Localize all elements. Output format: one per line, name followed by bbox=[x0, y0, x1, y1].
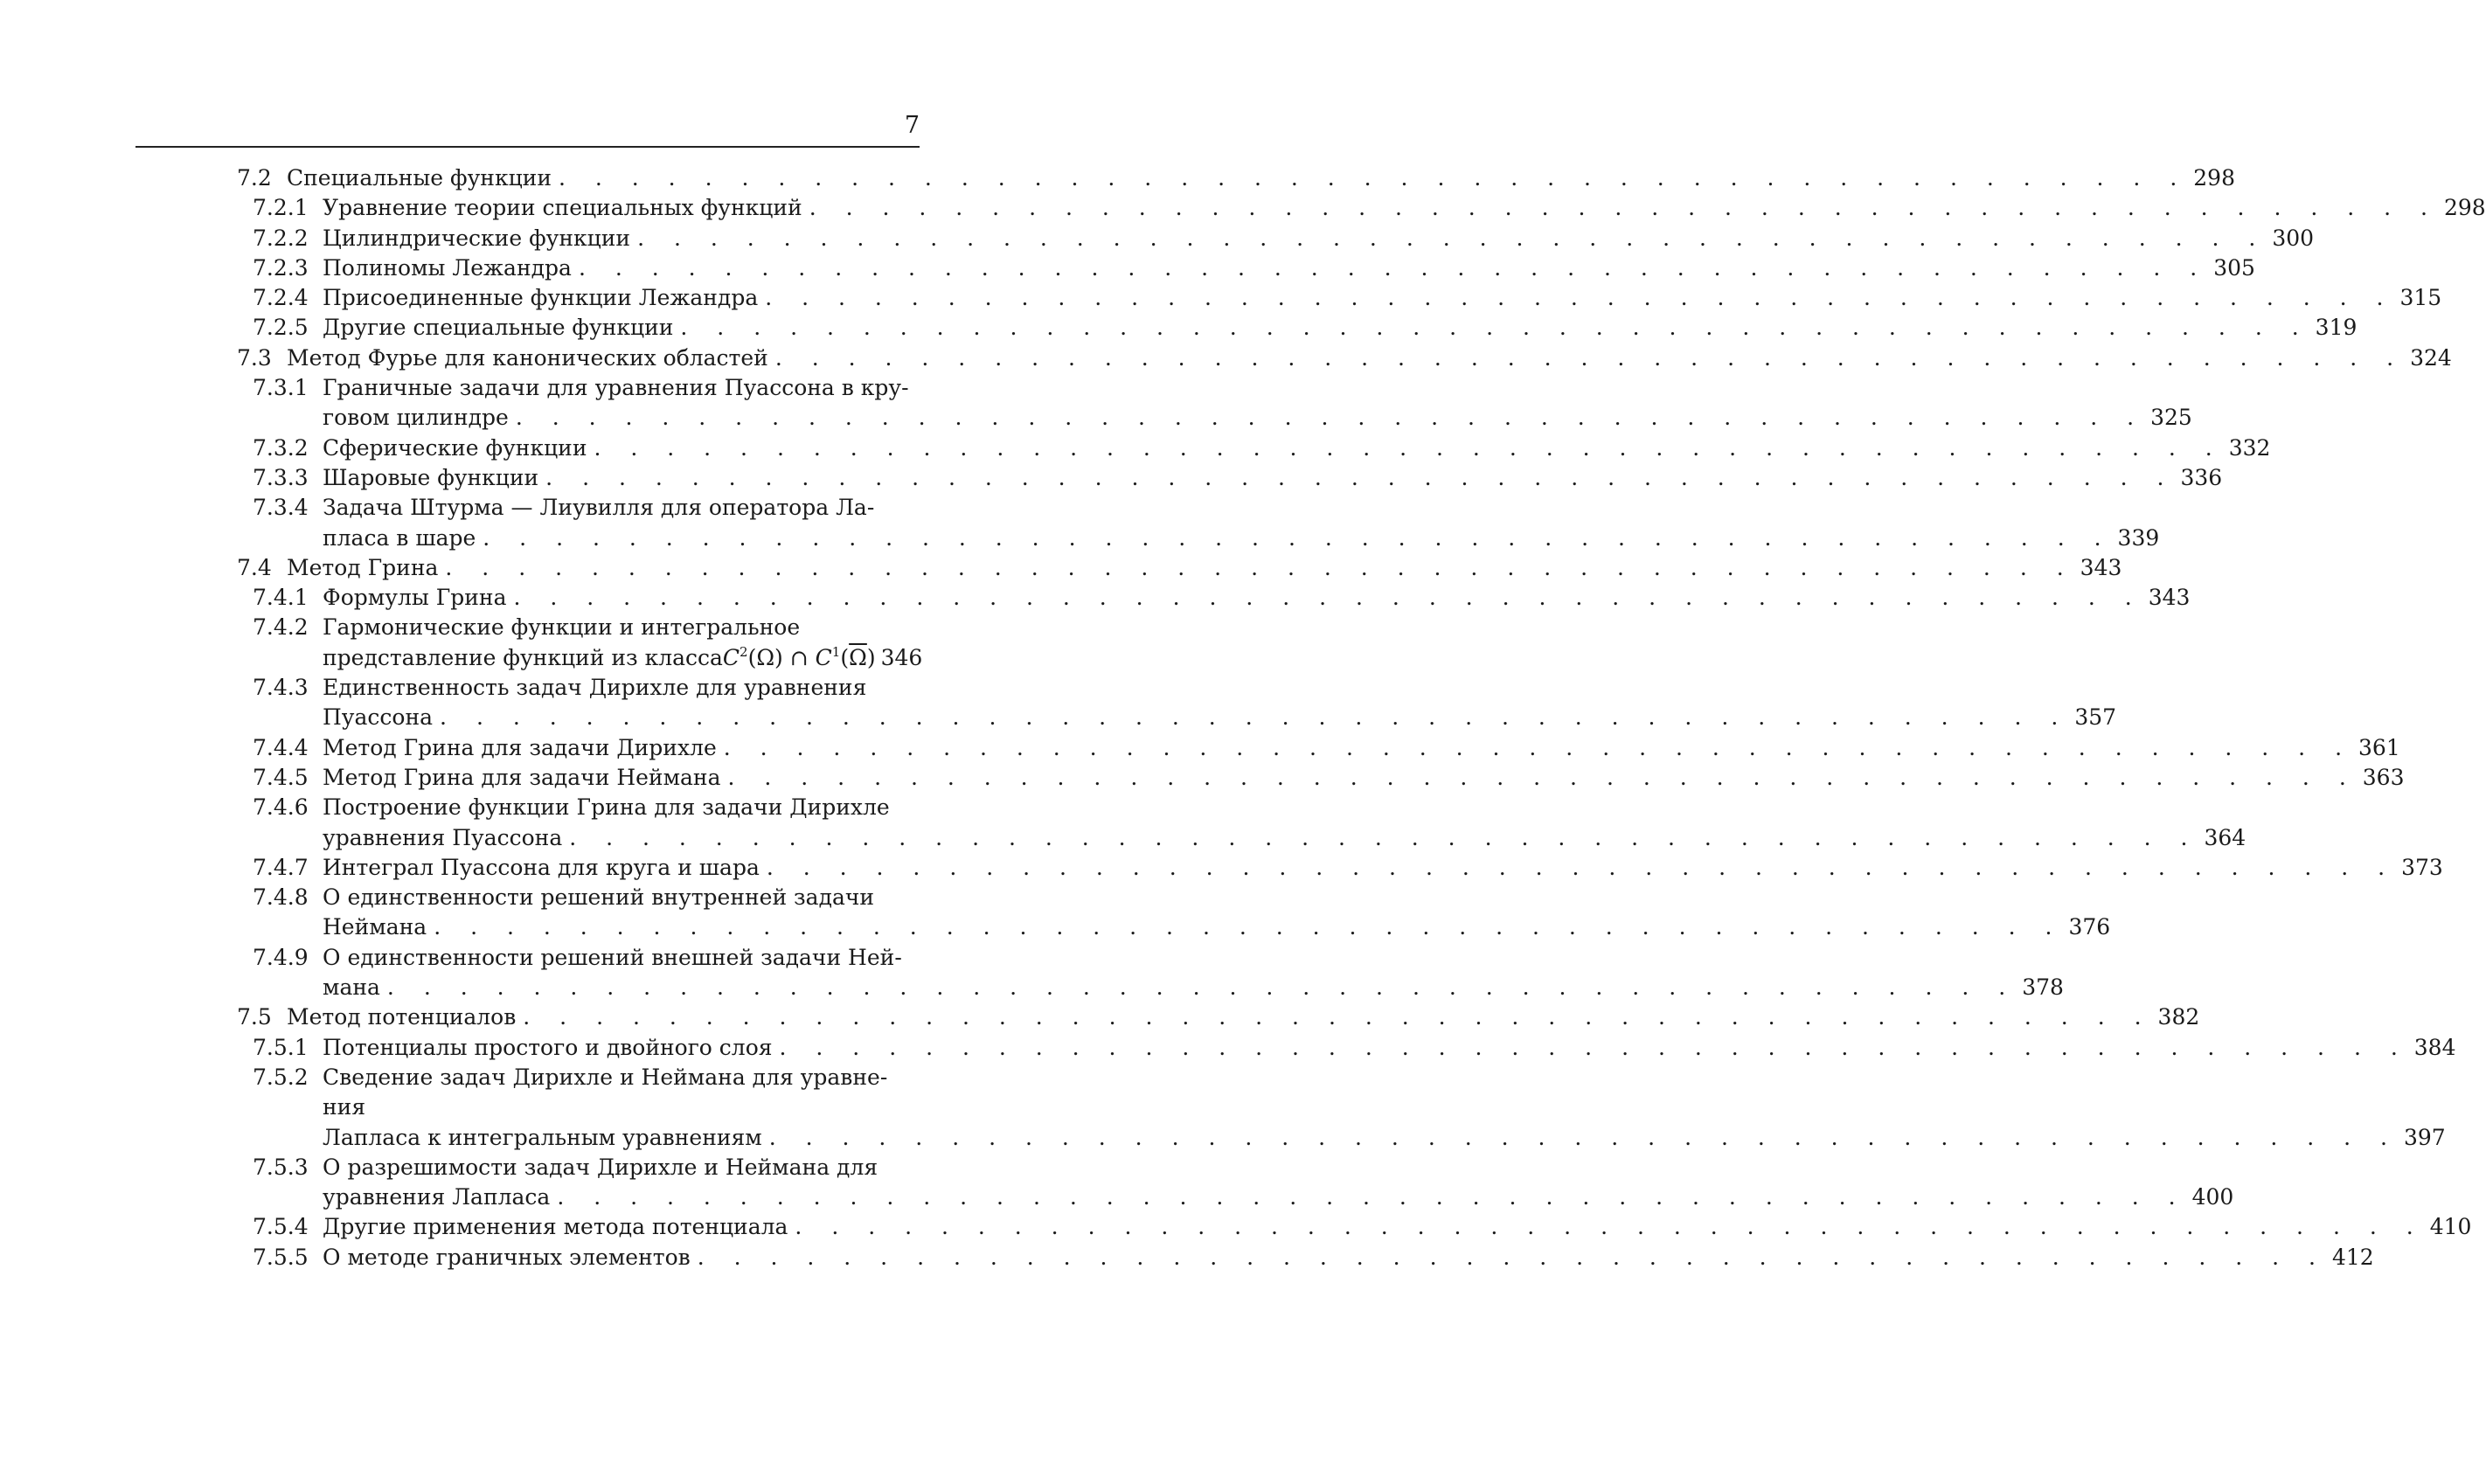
toc-title bbox=[323, 853, 2443, 883]
table-of-contents bbox=[135, 163, 2486, 1272]
toc-page-number: 376 bbox=[2068, 914, 2111, 940]
toc-number: 7.4.2 bbox=[253, 614, 309, 641]
dot-leader: . . . . . . . . . . . . . . . . . . . . . . . . . . . . . . . . . . . . . . . . . . . . . bbox=[766, 854, 2397, 880]
toc-subsection[interactable] bbox=[135, 613, 923, 673]
toc-subsection[interactable] bbox=[135, 283, 2442, 313]
toc-subsection[interactable] bbox=[135, 224, 2315, 253]
toc-title bbox=[323, 1033, 2456, 1063]
dot-leader: . . . . . . . . . . . . . . . . . . . . . . . . . . . . . . . . . . . . . . . . . . . . . bbox=[523, 1004, 2153, 1030]
toc-page-number: 300 bbox=[2272, 225, 2315, 251]
toc-page-number: 400 bbox=[2191, 1184, 2234, 1210]
toc-title bbox=[323, 1063, 2446, 1153]
toc-title-line: Граничные задачи для уравнения Пуассона в кру- bbox=[323, 375, 909, 401]
toc-title-line: Единственность задач Дирихле для уравнения bbox=[323, 675, 867, 701]
toc-subsection[interactable] bbox=[135, 583, 2191, 613]
toc-title-line: Интеграл Пуассона для круга и шара bbox=[323, 854, 760, 880]
toc-title-line: Шаровые функции bbox=[323, 464, 539, 490]
formula-intersection: ∩ bbox=[782, 644, 816, 670]
dot-leader: . . . . . . . . . . . . . . . . . . . . . . . . . . . . . . . . . . . . . . . . . . . . . bbox=[386, 974, 2017, 1001]
toc-title bbox=[323, 883, 2111, 943]
formula-paren: ( bbox=[840, 644, 850, 670]
toc-subsection[interactable] bbox=[135, 493, 2160, 553]
toc-subsection[interactable] bbox=[135, 1063, 2446, 1153]
toc-page-number: 325 bbox=[2150, 405, 2192, 431]
toc-subsection[interactable] bbox=[135, 673, 2117, 733]
toc-number: 7.4.6 bbox=[253, 794, 309, 821]
toc-section[interactable] bbox=[135, 163, 2235, 193]
toc-title-line: Пуассона bbox=[323, 704, 434, 731]
formula-symbol: C bbox=[815, 644, 832, 670]
toc-number: 7.5.5 bbox=[253, 1244, 309, 1270]
toc-number: 7.3.3 bbox=[253, 464, 309, 490]
toc-section[interactable] bbox=[135, 343, 2452, 373]
toc-title-line: Полиномы Лежандра bbox=[323, 254, 572, 281]
dot-leader: . . . . . . . . . . . . . . . . . . . . . . . . . . . . . . . . . . . . . . . . . . . . . bbox=[515, 405, 2146, 431]
dot-leader: . . . . . . . . . . . . . . . . . . . . . . . . . . . . . . . . . . . . . . . . . . . . . bbox=[440, 704, 2070, 731]
toc-number: 7.3.2 bbox=[253, 434, 309, 461]
toc-number: 7.5 bbox=[237, 1004, 272, 1030]
toc-title-line: Цилиндрические функции bbox=[323, 225, 631, 251]
toc-title bbox=[287, 163, 2235, 193]
toc-number: 7.2.1 bbox=[253, 195, 309, 221]
toc-number: 7.2 bbox=[237, 165, 272, 191]
toc-number: 7.4.4 bbox=[253, 734, 309, 760]
toc-title-line: О методе граничных элементов bbox=[323, 1244, 691, 1270]
toc-title-line: мана bbox=[323, 974, 380, 1001]
dot-leader: . . . . . . . . . . . . . . . . . . . . . . . . . . . . . . . . . . . . . . . . . . . . . bbox=[637, 225, 2267, 251]
toc-number: 7.3.1 bbox=[253, 375, 309, 401]
toc-number: 7.2.3 bbox=[253, 254, 309, 281]
dot-leader: . . . . . . . . . . . . . . . . . . . . . . . . . . . . . . . . . . . . . . . . . . . . . bbox=[578, 254, 2209, 281]
dot-leader: . . . . . . . . . . . . . . . . . . . . . . . . . . . . . . . . . . . . . . . . . . . . . bbox=[445, 554, 2075, 580]
dot-leader: . . . . . . . . . . . . . . . . . . . . . . . . . . . . . . . . . . . . . . . . . . . . . bbox=[569, 824, 2199, 850]
toc-title-line: Лапласа к интегральным уравнениям bbox=[323, 1124, 762, 1150]
toc-title-line: Присоединенные функции Лежандра bbox=[323, 285, 759, 311]
toc-page-number: 298 bbox=[2193, 165, 2235, 191]
toc-title bbox=[323, 943, 2064, 1003]
dot-leader: . . . . . . . . . . . . . . . . . . . . . . . . . . . . . . . . . . . . . . . . . . . . . bbox=[559, 165, 2189, 191]
toc-title bbox=[287, 343, 2452, 373]
toc-page-number: 343 bbox=[2080, 554, 2122, 580]
toc-subsection[interactable] bbox=[135, 943, 2064, 1003]
toc-number: 7.4.1 bbox=[253, 585, 309, 611]
dot-leader: . . . . . . . . . . . . . . . . . . . . . . . . . . . . . . . . . . . . . . . . . . . . . bbox=[594, 434, 2224, 461]
dot-leader: . . . . . . . . . . . . . . . . . . . . . . . . . . . . . . . . . . . . . . . . . . . . . bbox=[557, 1184, 2187, 1210]
toc-title bbox=[287, 553, 2122, 583]
toc-title bbox=[323, 1212, 2472, 1242]
toc-title-line: О единственности решений внешней задачи Ней- bbox=[323, 944, 902, 970]
toc-number: 7.4.5 bbox=[253, 764, 309, 790]
toc-title-line: Метод Грина для задачи Неймана bbox=[323, 764, 721, 790]
toc-page-number: 373 bbox=[2401, 854, 2443, 880]
toc-title bbox=[287, 1002, 2200, 1032]
dot-leader: . . . . . . . . . . . . . . . . . . . . . . . . . . . . . . . . . . . . . . . . . . . . . bbox=[697, 1244, 2327, 1270]
toc-number: 7.2.2 bbox=[253, 225, 309, 251]
toc-page-number: 384 bbox=[2413, 1034, 2456, 1060]
toc-page-number: 319 bbox=[2315, 315, 2358, 341]
toc-title bbox=[323, 193, 2486, 223]
toc-subsection[interactable] bbox=[135, 1212, 2472, 1242]
toc-title bbox=[323, 793, 2246, 853]
formula-closure: $\overline{\Omega}$ bbox=[849, 644, 867, 670]
toc-title-line: уравнения Пуассона bbox=[323, 824, 563, 850]
toc-title-line: пласа в шаре bbox=[323, 524, 476, 551]
formula-argument: (Ω) bbox=[747, 644, 783, 670]
toc-number: 7.5.1 bbox=[253, 1034, 309, 1060]
formula bbox=[723, 643, 876, 673]
formula-paren: ) bbox=[866, 644, 876, 670]
toc-subsection[interactable] bbox=[135, 1033, 2456, 1063]
toc-title-line: уравнения Лапласа bbox=[323, 1184, 551, 1210]
toc-page-number: 298 bbox=[2443, 195, 2486, 221]
toc-number: 7.4.3 bbox=[253, 675, 309, 701]
toc-page-number: 412 bbox=[2331, 1244, 2374, 1270]
toc-page-number: 361 bbox=[2358, 734, 2400, 760]
toc-subsection[interactable] bbox=[135, 463, 2223, 493]
toc-subsection[interactable] bbox=[135, 313, 2358, 343]
toc-number: 7.4.7 bbox=[253, 854, 309, 880]
toc-title bbox=[323, 673, 2117, 733]
dot-leader: . . . . . . . . . . . . . . . . . . . . . . . . . . . . . . . . . . . . . . . . . . . . . bbox=[513, 585, 2143, 611]
toc-title-line: представление функций из класса bbox=[323, 644, 723, 670]
toc-title-line: Другие применения метода потенциала bbox=[323, 1214, 788, 1240]
toc-page-number: 315 bbox=[2399, 285, 2442, 311]
dot-leader: . . . . . . . . . . . . . . . . . . . . . . . . . . . . . . . . . . . . . . . . . . . . . bbox=[795, 1214, 2425, 1240]
toc-page-number: 346 bbox=[880, 644, 923, 670]
toc-title bbox=[323, 583, 2191, 613]
toc-page-number: 364 bbox=[2204, 824, 2246, 850]
toc-title-line: Задача Штурма — Лиувилля для оператора Ла- bbox=[323, 495, 875, 521]
toc-page-number: 382 bbox=[2157, 1004, 2200, 1030]
toc-number: 7.3 bbox=[237, 344, 272, 371]
toc-title-line: Метод Грина bbox=[287, 554, 439, 580]
toc-title-line: Метод потенциалов bbox=[287, 1004, 517, 1030]
toc-title-line: Метод Фурье для канонических областей bbox=[287, 344, 768, 371]
toc-subsection[interactable] bbox=[135, 373, 2192, 433]
toc-title-line: О единственности решений внутренней задачи bbox=[323, 884, 875, 911]
toc-title bbox=[323, 224, 2315, 253]
toc-title-line: Специальные функции bbox=[287, 165, 552, 191]
toc-title bbox=[323, 373, 2192, 433]
toc-title-line: Метод Грина для задачи Дирихле bbox=[323, 734, 717, 760]
toc-number: 7.2.4 bbox=[253, 285, 309, 311]
toc-subsection[interactable] bbox=[135, 193, 2486, 223]
toc-subsection[interactable] bbox=[135, 1153, 2234, 1213]
dot-leader: . . . . . . . . . . . . . . . . . . . . . . . . . . . . . . . . . . . . . . . . . . . . . bbox=[723, 734, 2354, 760]
toc-title-line: Гармонические функции и интегральное bbox=[323, 614, 801, 641]
toc-title bbox=[323, 463, 2223, 493]
dot-leader: . . . . . . . . . . . . . . . . . . . . . . . . . . . . . . . . . . . . . . . . . . . . . bbox=[680, 315, 2310, 341]
toc-title-line: Неймана bbox=[323, 914, 427, 940]
toc-title bbox=[323, 283, 2442, 313]
toc-title bbox=[323, 493, 2160, 553]
toc-number: 7.4.8 bbox=[253, 884, 309, 911]
page-header bbox=[135, 109, 920, 148]
toc-title-line: говом цилиндре bbox=[323, 405, 509, 431]
toc-title-line: Формулы Грина bbox=[323, 585, 507, 611]
formula-symbol: C bbox=[722, 644, 740, 670]
toc-number: 7.5.3 bbox=[253, 1154, 309, 1180]
dot-leader: . . . . . . . . . . . . . . . . . . . . . . . . . . . . . . . . . . . . . . . . . . . . . bbox=[483, 524, 2113, 551]
toc-title-line: Потенциалы простого и двойного слоя bbox=[323, 1034, 773, 1060]
toc-title bbox=[323, 253, 2255, 283]
toc-title-line: О разрешимости задач Дирихле и Неймана для bbox=[323, 1154, 878, 1180]
toc-number: 7.5.4 bbox=[253, 1214, 309, 1240]
toc-subsection[interactable] bbox=[135, 253, 2255, 283]
toc-subsection[interactable] bbox=[135, 433, 2271, 463]
toc-number: 7.4 bbox=[237, 554, 272, 580]
toc-subsection[interactable] bbox=[135, 883, 2111, 943]
formula-superscript: 1 bbox=[831, 643, 841, 660]
toc-page-number: 324 bbox=[2410, 344, 2452, 371]
dot-leader: . . . . . . . . . . . . . . . . . . . . . . . . . . . . . . . . . . . . . . . . . . . . . bbox=[545, 464, 2176, 490]
toc-number: 7.2.5 bbox=[253, 315, 309, 341]
toc-page-number: 343 bbox=[2148, 585, 2191, 611]
dot-leader: . . . . . . . . . . . . . . . . . . . . . . . . . . . . . . . . . . . . . . . . . . . . . bbox=[774, 344, 2406, 371]
toc-title-line: Сферические функции bbox=[323, 434, 587, 461]
toc-title bbox=[323, 1153, 2234, 1213]
formula-superscript: 2 bbox=[740, 643, 748, 660]
toc-page-number: 357 bbox=[2074, 704, 2117, 731]
toc-subsection[interactable] bbox=[135, 793, 2246, 853]
dot-leader: . . . . . . . . . . . . . . . . . . . . . . . . . . . . . . . . . . . . . . . . . . . . . bbox=[809, 195, 2439, 221]
dot-leader: . . . . . . . . . . . . . . . . . . . . . . . . . . . . . . . . . . . . . . . . . . . . . bbox=[768, 1124, 2399, 1150]
toc-title bbox=[323, 1243, 2374, 1272]
toc-title bbox=[323, 433, 2271, 463]
toc-title-line: ния bbox=[323, 1094, 366, 1120]
toc-page-number: 397 bbox=[2404, 1124, 2446, 1150]
toc-subsection[interactable] bbox=[135, 1243, 2374, 1272]
dot-leader: . . . . . . . . . . . . . . . . . . . . . . . . . . . . . . . . . . . . . . . . . . . . . bbox=[434, 914, 2064, 940]
toc-number: 7.3.4 bbox=[253, 495, 309, 521]
toc-subsection[interactable] bbox=[135, 733, 2400, 763]
dot-leader: . . . . . . . . . . . . . . . . . . . . . . . . . . . . . . . . . . . . . . . . . . . . . bbox=[765, 285, 2395, 311]
toc-page-number: 332 bbox=[2228, 434, 2271, 461]
toc-page-number: 339 bbox=[2117, 524, 2160, 551]
toc-number: 7.4.9 bbox=[253, 944, 309, 970]
toc-page-number: 336 bbox=[2180, 464, 2223, 490]
toc-title-line: Сведение задач Дирихле и Неймана для уравне- bbox=[323, 1064, 888, 1090]
toc-title-line: Другие специальные функции bbox=[323, 315, 674, 341]
toc-title-line: Построение функции Грина для задачи Дирихле bbox=[323, 794, 890, 821]
toc-title bbox=[323, 613, 923, 673]
page-number: 7 bbox=[904, 112, 920, 139]
toc-section[interactable] bbox=[135, 553, 2122, 583]
toc-page-number: 363 bbox=[2362, 764, 2405, 790]
toc-title bbox=[323, 733, 2400, 763]
toc-number: 7.5.2 bbox=[253, 1064, 309, 1090]
toc-page-number: 305 bbox=[2213, 254, 2255, 281]
dot-leader: . . . . . . . . . . . . . . . . . . . . . . . . . . . . . . . . . . . . . . . . . . . . . bbox=[779, 1034, 2409, 1060]
toc-title-line: Уравнение теории специальных функций bbox=[323, 195, 802, 221]
dot-leader: . . . . . . . . . . . . . . . . . . . . . . . . . . . . . . . . . . . . . . . . . . . . . bbox=[727, 764, 2358, 790]
toc-title bbox=[323, 313, 2358, 343]
toc-title bbox=[323, 763, 2405, 793]
toc-subsection[interactable] bbox=[135, 853, 2443, 883]
toc-section[interactable] bbox=[135, 1002, 2200, 1032]
toc-subsection[interactable] bbox=[135, 763, 2405, 793]
toc-page-number: 410 bbox=[2429, 1214, 2472, 1240]
toc-page-number: 378 bbox=[2022, 974, 2064, 1001]
